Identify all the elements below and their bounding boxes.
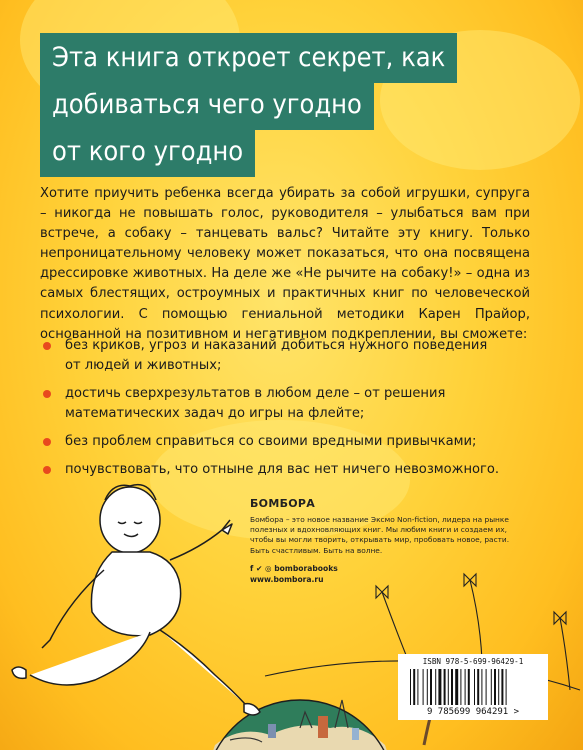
barcode-icon: [408, 669, 538, 705]
globe-icon: [205, 700, 395, 750]
publisher-name: БОМБОРА: [250, 497, 316, 510]
social-handle: bomborabooks: [274, 563, 338, 573]
running-person: [12, 485, 260, 715]
benefit-item: почувствовать, что отныне для вас нет ничего невозможного.: [40, 460, 500, 480]
headline-line-2: добиваться чего угодно: [40, 80, 374, 130]
social-row: [250, 564, 510, 573]
publisher-description: Бомбора – это новое название Эксмо Non-fiction, лидера на рынке полезных и вдохновляющих книг. Мы любим книги и создаем их, чтобы вы могли творить, открывать мир, пробовать новое, расти. Быть счастливым. Быть на волне.: [250, 515, 510, 555]
barcode-panel: [398, 654, 548, 720]
benefit-item: без криков, угроз и наказаний добиться нужного поведения от людей и животных;: [40, 336, 500, 376]
isbn-label: ISBN 978-5-699-96429-1: [422, 657, 524, 666]
description-paragraph: Хотите приучить ребенка всегда убирать за собой игрушки, супруга – никогда не повышать голос, руководителя – улыбаться вам при встрече, а собаку – танцевать вальс? Читайте эту книгу. Только непроницательному человеку может показаться, что она посвящена дрессировке животных. На деле же «Не рычите на собаку!» – одна из самых блестящих, остроумных и практичных книг по человеческой психологии. С помощью гениальной методики Карен Прайор, основанной на позитивном и негативном подкреплении, вы сможете:: [40, 186, 530, 342]
publisher-block: [250, 497, 510, 584]
publisher-website: www.bombora.ru: [250, 574, 324, 584]
barcode-digits: 9 785699 964291 >: [426, 707, 520, 717]
social-icons: f ✔ ◎: [250, 563, 272, 573]
headline-line-3: от кого угодно: [40, 127, 255, 177]
benefit-item: без проблем справиться со своими вредными привычками;: [40, 432, 500, 452]
benefit-item: достичь сверхрезультатов в любом деле – от решения математических задач до игры на флейте;: [40, 384, 500, 424]
headline-line-1: Эта книга откроет секрет, как: [40, 33, 457, 83]
